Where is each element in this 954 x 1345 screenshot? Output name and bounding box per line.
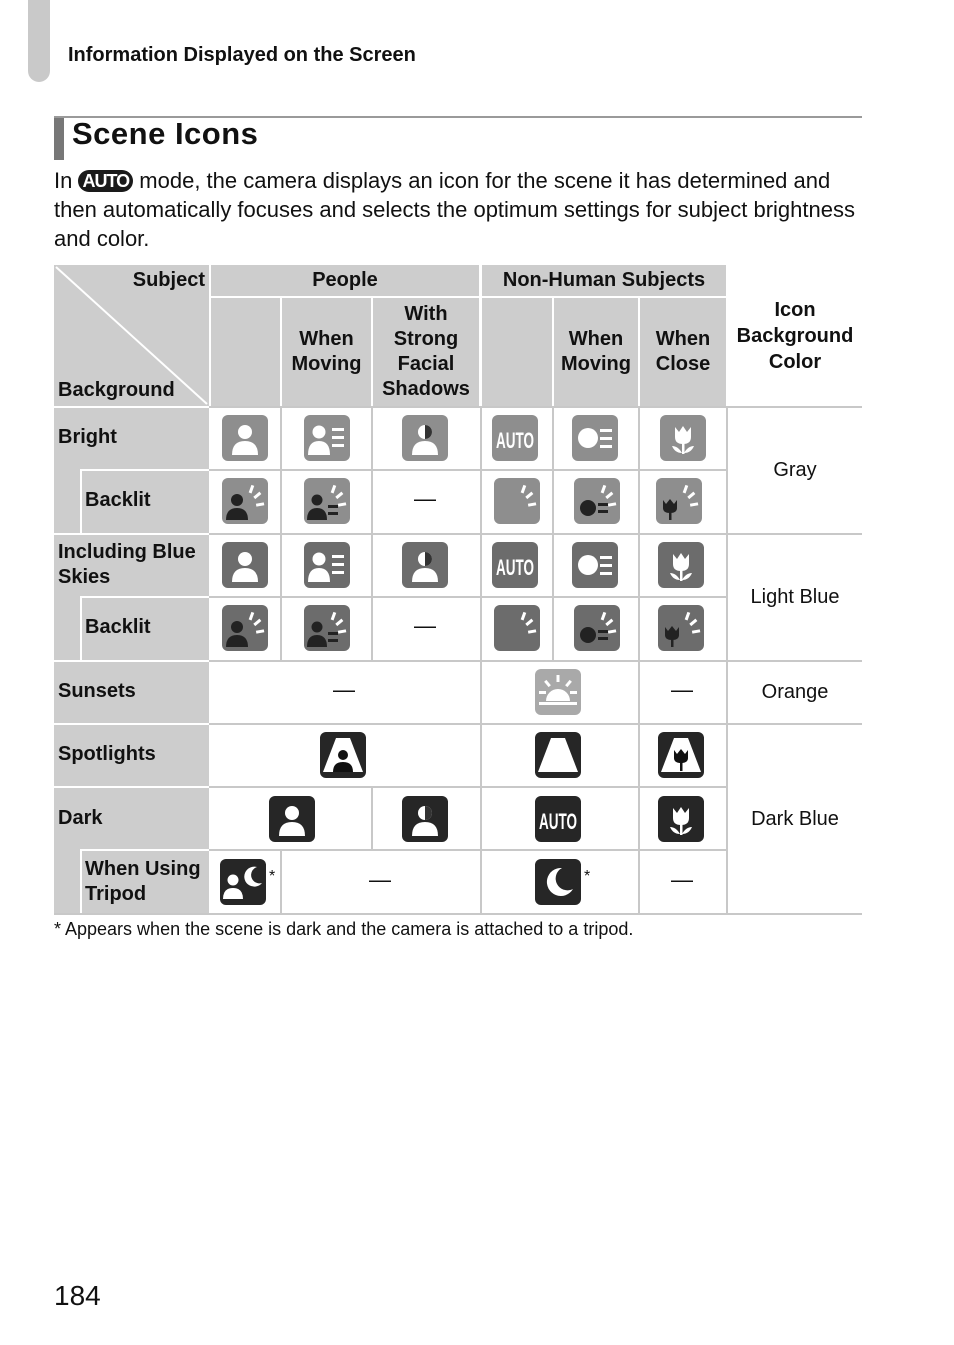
macro-flower-icon — [658, 542, 704, 588]
backlit-person-moving-icon — [304, 605, 350, 651]
not-applicable-dash: — — [671, 677, 693, 702]
color-light-blue-label: Light Blue — [750, 586, 840, 608]
row-dark-indent — [54, 849, 80, 913]
row-spotlights: Spotlights — [54, 725, 209, 786]
corner-background-label: Background — [58, 379, 175, 401]
auto-icon — [492, 542, 538, 588]
person-shadow-icon — [402, 796, 448, 842]
corner-subject-label: Subject — [132, 269, 205, 291]
row-sunsets: Sunsets — [54, 662, 209, 723]
moving-subject-icon — [572, 415, 618, 461]
not-applicable-dash: — — [333, 677, 355, 702]
spotlight-person-icon — [320, 732, 366, 778]
nonhuman-moving-header: When Moving — [554, 298, 638, 406]
night-person-icon — [220, 859, 266, 905]
auto-icon — [492, 415, 538, 461]
person-moving-icon — [304, 415, 350, 461]
auto-icon — [535, 796, 581, 842]
grid-line — [480, 406, 482, 913]
spotlight-flower-icon — [658, 732, 704, 778]
not-applicable-dash: — — [671, 867, 693, 892]
grid-line — [209, 786, 726, 788]
person-shadow-icon — [402, 542, 448, 588]
grid-line — [371, 406, 373, 660]
backlit-icon — [494, 605, 540, 651]
person-icon — [222, 415, 268, 461]
backlit-icon — [494, 478, 540, 524]
icon-bg-color-header: Icon Background Color — [736, 298, 854, 373]
row-bright-backlit: Backlit — [82, 471, 209, 533]
nonhuman-header: Non-Human Subjects — [482, 265, 726, 296]
auto-mode-icon: AUTO — [78, 170, 133, 192]
not-applicable-dash: — — [414, 486, 436, 511]
footnote-asterisk: * — [269, 868, 276, 885]
color-dark-blue-label: Dark Blue — [751, 807, 839, 830]
backlit-person-moving-icon — [304, 478, 350, 524]
night-icon — [535, 859, 581, 905]
people-still-header — [211, 298, 280, 406]
macro-flower-icon — [660, 415, 706, 461]
person-shadow-icon — [402, 415, 448, 461]
row-bright-indent — [54, 469, 80, 533]
grid-line — [209, 469, 726, 471]
backlit-person-icon — [222, 605, 268, 651]
macro-flower-icon — [658, 796, 704, 842]
people-moving-header: When Moving — [282, 298, 371, 406]
row-bright: Bright — [54, 408, 209, 469]
page-title: Scene Icons — [72, 116, 259, 151]
people-shadows-header: With Strong Facial Shadows — [373, 298, 479, 406]
backlit-flower-icon — [658, 605, 704, 651]
corner-header-cell — [54, 265, 209, 406]
row-blue-skies: Including Blue Skies — [54, 535, 209, 596]
backlit-moving-icon — [574, 605, 620, 651]
section-header: Information Displayed on the Screen — [68, 44, 416, 66]
grid-line — [552, 406, 554, 660]
grid-line — [280, 406, 282, 660]
grid-line — [209, 849, 726, 851]
nonhuman-still-header — [482, 298, 552, 406]
color-orange-label: Orange — [761, 681, 829, 703]
intro-paragraph — [54, 166, 866, 253]
people-header: People — [211, 265, 479, 296]
intro-pre: In — [54, 168, 73, 193]
backlit-moving-icon — [574, 478, 620, 524]
footnote: * Appears when the scene is dark and the camera is attached to a tripod. — [54, 919, 634, 939]
grid-line — [209, 596, 726, 598]
backlit-person-icon — [222, 478, 268, 524]
sunset-icon — [535, 669, 581, 715]
spotlight-icon — [535, 732, 581, 778]
row-blue-indent — [54, 596, 80, 660]
row-dark-tripod: When Using Tripod — [82, 851, 209, 913]
title-bar-accent — [54, 118, 64, 160]
grid-line — [54, 913, 862, 915]
footnote-asterisk: * — [584, 868, 591, 885]
row-blue-backlit: Backlit — [82, 598, 209, 660]
grid-line — [280, 849, 282, 913]
not-applicable-dash: — — [369, 867, 391, 892]
page-number: 184 — [54, 1280, 101, 1311]
color-gray-label: Gray — [773, 459, 817, 481]
backlit-flower-icon — [656, 478, 702, 524]
grid-line — [638, 406, 640, 913]
person-icon — [222, 542, 268, 588]
nonhuman-close-header: When Close — [640, 298, 726, 406]
grid-line — [371, 786, 373, 849]
person-icon — [269, 796, 315, 842]
moving-subject-icon — [572, 542, 618, 588]
person-moving-icon — [304, 542, 350, 588]
row-dark: Dark — [54, 788, 209, 849]
not-applicable-dash: — — [414, 613, 436, 638]
intro-post: mode, the camera displays an icon for the scene it has determined and then automatically focuses and selects the optimum settings for subject brightness and color. — [54, 168, 855, 251]
page-tab-marker — [28, 0, 50, 82]
